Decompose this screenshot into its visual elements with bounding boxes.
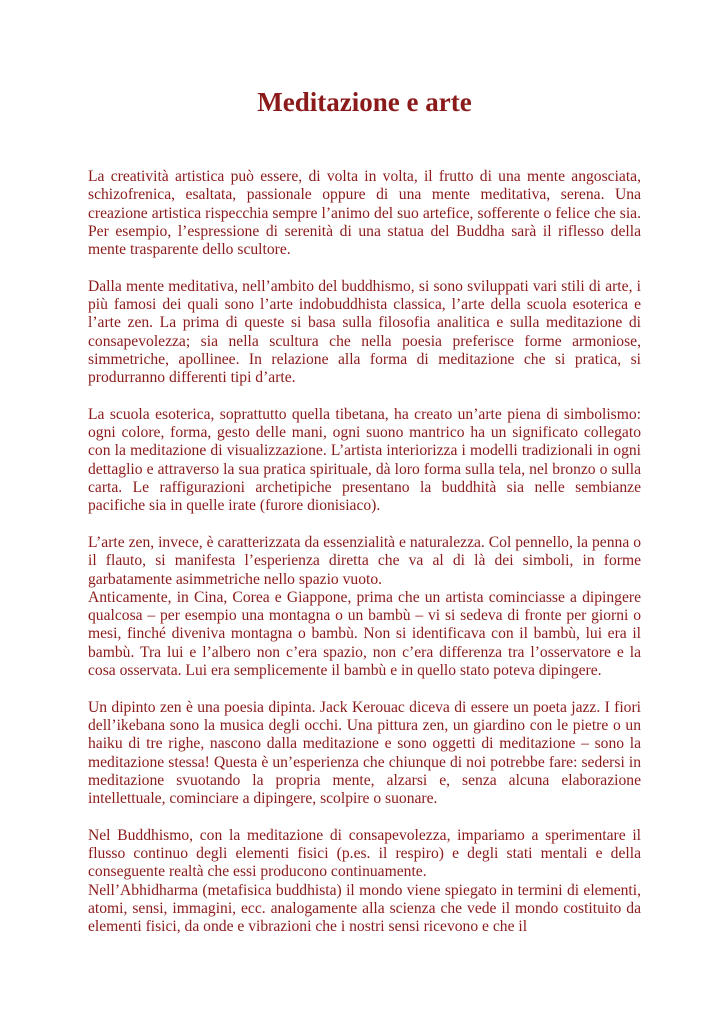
- paragraph-1: La creatività artistica può essere, di volta in volta, il frutto di una mente angosciata, schizofrenica, esaltata, passionale oppure di una mente meditativa, serena. Una creazione artistica rispecchia sempre l’animo del suo artefice, sofferente o felice che sia. Per esempio, l’espressione di serenità di una statua del Buddha sarà il riflesso della mente trasparente dello scultore.: [88, 168, 641, 259]
- paragraph-5: Anticamente, in Cina, Corea e Giappone, prima che un artista cominciasse a dipingere qualcosa – per esempio una montagna o un bambù – vi si sedeva di fronte per giorni o mesi, finché diveniva montagna o bambù. Non si identificava con il bambù, lui era il bambù. Tra lui e l’albero non c’era spazio, non c’era differenza tra l’osservatore e la cosa osservata. Lui era semplicemente il bambù e in quello stato poteva dipingere.: [88, 588, 641, 680]
- paragraph-4: L’arte zen, invece, è caratterizzata da essenzialità e naturalezza. Col pennello, la penna o il flauto, si manifesta l’esperienza diretta che va al di là dei simboli, in forme garbatamente asimmetriche nello spazio vuoto.: [88, 533, 641, 588]
- paragraph-8: Nell’Abhidharma (metafisica buddhista) il mondo viene spiegato in termini di elementi, atomi, sensi, immagini, ecc. analogamente alla scienza che vede il mondo costituito da elementi fisici, da onde e vibrazioni che i nostri sensi ricevono e che il: [88, 881, 641, 936]
- document-page: [88, 86, 641, 936]
- paragraph-2: Dalla mente meditativa, nell’ambito del buddhismo, si sono sviluppati vari stili di arte, i più famosi dei quali sono l’arte indobuddhista classica, l’arte della scuola esoterica e l’arte zen. La prima di queste si basa sulla filosofia analitica e sulla meditazione di consapevolezza; sia nella scultura che nella poesia preferisce forme armoniose, simmetriche, apollinee. In relazione alla forma di meditazione che si pratica, si produrranno differenti tipi d’arte.: [88, 277, 641, 387]
- paragraph-7: Nel Buddhismo, con la meditazione di consapevolezza, impariamo a sperimentare il flusso continuo degli elementi fisici (p.es. il respiro) e degli stati mentali e della conseguente realtà che essi producono continuamente.: [88, 826, 641, 881]
- page-title: Meditazione e arte: [257, 87, 472, 117]
- paragraph-3: La scuola esoterica, soprattutto quella tibetana, ha creato un’arte piena di simbolismo: ogni colore, forma, gesto delle mani, ogni suono mantrico ha un significato collegato con la meditazione di visualizzazione. L’artista interiorizza i modelli tradizionali in ogni dettaglio e attraverso la sua pratica spirituale, dà loro forma sulla tela, nel bronzo o sulla carta. Le raffigurazioni archetipiche presentano la buddhità sia nelle sembianze pacifiche sia in quelle irate (furore dionisiaco).: [88, 405, 641, 515]
- paragraph-6: Un dipinto zen è una poesia dipinta. Jack Kerouac diceva di essere un poeta jazz. I fiori dell’ikebana sono la musica degli occhi. Una pittura zen, un giardino con le pietre o un haiku di tre righe, nascono dalla meditazione e sono oggetti di meditazione – sono la meditazione stessa! Questa è un’esperienza che chiunque di noi potrebbe fare: sedersi in meditazione svuotando la propria mente, alzarsi e, senza alcuna elaborazione intellettuale, cominciare a dipingere, scolpire o suonare.: [88, 698, 641, 808]
